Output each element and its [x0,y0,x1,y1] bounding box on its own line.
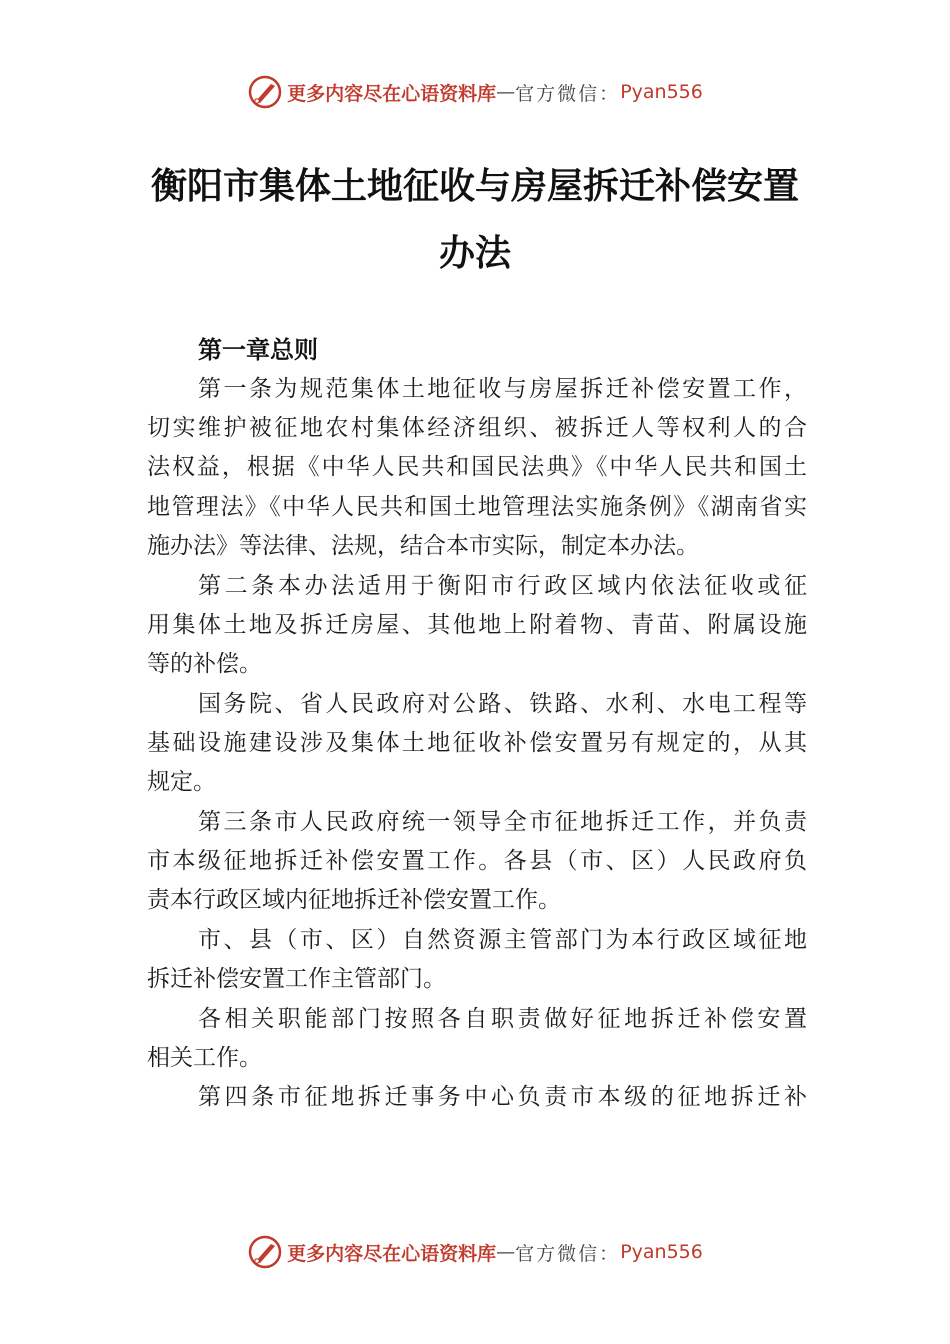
document-title-line-2: 办法 [438,232,511,274]
body-line: 第三条市人民政府统一领导全市征地拆迁工作，并负责 [198,809,807,835]
watermark-wechat-label: 官方微信： [515,82,621,105]
watermark-banner-bottom [0,1230,950,1274]
watermark-banner-top [0,70,950,114]
document-title-line-1: 衡阳市集体土地征收与房屋拆迁补偿安置 [150,165,799,207]
body-line: 基础设施建设涉及集体土地征收补偿安置另有规定的，从其 [147,730,807,756]
watermark-wechat-id: Pyan556 [620,81,703,103]
watermark-wechat-label: 官方微信： [515,1242,621,1265]
watermark-text: 更多内容尽在心语资料库 [287,82,497,105]
pen-nib-circle-icon [247,74,283,110]
body-line: 市本级征地拆迁补偿安置工作。各县（市、区）人民政府负 [147,848,807,874]
body-line: 地管理法》《中华人民共和国土地管理法实施条例》《湖南省实 [147,494,807,520]
body-line: 用集体土地及拆迁房屋、其他地上附着物、青苗、附属设施 [147,612,807,638]
body-line: 切实维护被征地农村集体经济组织、被拆迁人等权利人的合 [147,415,807,441]
body-line: 施办法》等法律、法规，结合本市实际，制定本办法。 [147,533,699,559]
body-line: 第四条市征地拆迁事务中心负责市本级的征地拆迁补 [198,1084,807,1110]
body-line: 规定。 [147,769,216,795]
watermark-text: 更多内容尽在心语资料库 [287,1242,497,1265]
watermark-wechat-id: Pyan556 [620,1241,703,1263]
pen-nib-circle-icon [247,1234,283,1270]
watermark-dash: — [496,1241,516,1263]
body-line: 相关工作。 [147,1045,262,1071]
body-line: 第二条本办法适用于衡阳市行政区域内依法征收或征 [198,573,807,599]
body-line: 法权益，根据《中华人民共和国民法典》《中华人民共和国土 [147,454,807,480]
chapter-heading: 第一章总则 [198,336,318,364]
body-line: 等的补偿。 [147,651,262,677]
body-line: 市、县（市、区）自然资源主管部门为本行政区域征地 [198,927,807,953]
body-line: 第一条为规范集体土地征收与房屋拆迁补偿安置工作， [198,376,807,402]
body-line: 各相关职能部门按照各自职责做好征地拆迁补偿安置 [198,1006,807,1032]
watermark-dash: — [496,81,516,103]
body-line: 国务院、省人民政府对公路、铁路、水利、水电工程等 [198,691,807,717]
body-line: 拆迁补偿安置工作主管部门。 [147,966,446,992]
body-line: 责本行政区域内征地拆迁补偿安置工作。 [147,887,561,913]
